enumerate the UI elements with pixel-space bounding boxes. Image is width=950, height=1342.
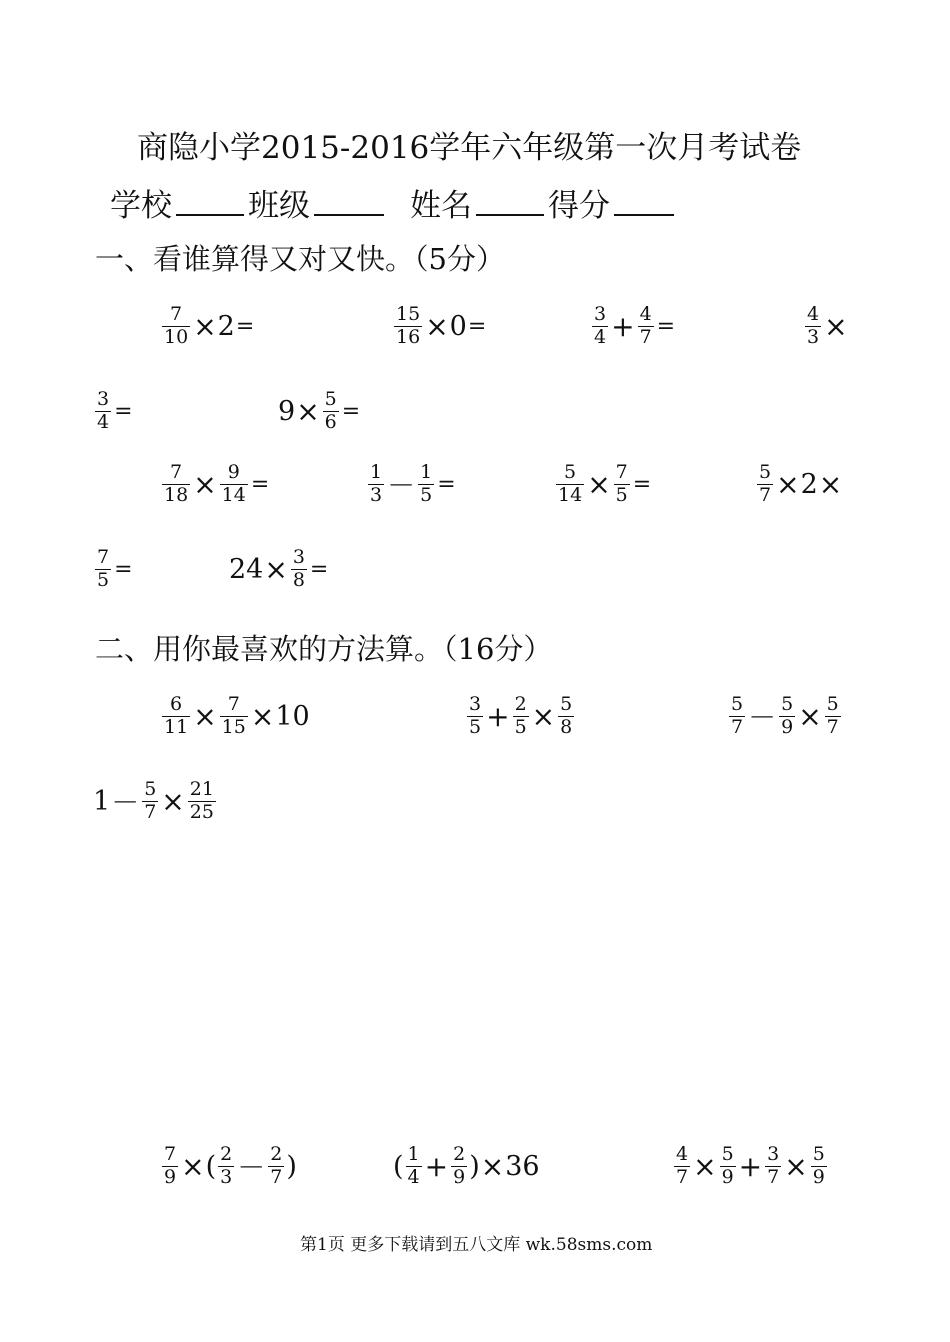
fraction — [162, 695, 190, 738]
page-title: 商隐小学2015-2016学年六年级第一次月考试卷 — [137, 130, 802, 166]
fraction — [779, 695, 795, 738]
numerator: 7 — [227, 693, 240, 715]
problem-1-5: 9 × $\frac{5}{6}$ = — [278, 388, 361, 433]
denominator: 4 — [97, 410, 110, 433]
equals-sign: = — [341, 398, 361, 424]
denominator: 4 — [594, 325, 607, 348]
problem-1-1: $\frac{7}{10}$ × 2 = — [164, 303, 255, 348]
school-blank — [176, 188, 244, 216]
denominator: 18 — [164, 483, 189, 506]
problem-1-6 — [160, 463, 269, 506]
fraction — [220, 463, 248, 506]
problem-1-8 — [554, 463, 651, 506]
equals-sign: = — [632, 471, 652, 497]
numerator: 2 — [220, 1143, 233, 1165]
name-label: 姓名 — [410, 188, 472, 224]
numerator: 5 — [812, 1143, 825, 1165]
denominator: 11 — [164, 715, 189, 738]
equals-sign: = — [114, 556, 133, 582]
operator: × — [193, 699, 217, 733]
denominator: 5 — [514, 715, 527, 738]
numerator: 5 — [721, 1143, 734, 1165]
denominator: 7 — [270, 1165, 283, 1188]
score-label: 得分 — [548, 188, 610, 224]
fraction — [188, 780, 216, 823]
fraction — [394, 305, 422, 348]
operator: － — [387, 469, 416, 503]
numerator: 7 — [170, 461, 183, 483]
denominator: 9 — [721, 1165, 734, 1188]
numerator: 5 — [759, 461, 772, 483]
fraction — [720, 1145, 736, 1188]
numerator: 7 — [170, 303, 183, 325]
denominator: 9 — [781, 715, 794, 738]
problem-1-9-continued — [93, 548, 133, 591]
problem-2-6: ( $\frac{1}{4}$ + $\frac{2}{9}$ ) × 36 — [393, 1143, 540, 1188]
problem-2-4: 1 － $\frac{5}{7}$ × $\frac{21}{25}$ — [93, 778, 214, 823]
denominator: 7 — [826, 715, 839, 738]
fraction — [592, 305, 608, 348]
operator: － — [237, 1151, 266, 1185]
operator: × — [161, 784, 185, 818]
numerator: 2 — [270, 1143, 283, 1165]
denominator: 9 — [164, 1165, 177, 1188]
operator: × — [480, 1149, 505, 1183]
operator: × — [784, 1149, 808, 1183]
equals-sign: = — [656, 313, 676, 339]
problem-2-2 — [465, 695, 576, 738]
operator: × — [818, 467, 843, 501]
operator: × — [193, 467, 217, 501]
numerator: 4 — [676, 1143, 689, 1165]
operator: × — [531, 699, 556, 733]
denominator: 16 — [396, 325, 421, 348]
numerator: 5 — [731, 693, 744, 715]
numerator: 3 — [292, 546, 305, 568]
fraction — [218, 1145, 234, 1188]
page-footer: 第1页 更多下载请到五八文库 wk.58sms.com — [300, 1235, 653, 1255]
denominator: 7 — [731, 715, 744, 738]
denominator: 4 — [407, 1165, 420, 1188]
fraction — [406, 1145, 422, 1188]
numerator: 1 — [407, 1143, 420, 1165]
denominator: 5 — [469, 715, 482, 738]
operator: － — [748, 701, 777, 735]
denominator: 3 — [220, 1165, 233, 1188]
name-blank — [476, 188, 544, 216]
equals-sign: = — [114, 398, 133, 424]
fraction — [220, 695, 248, 738]
school-label: 学校 — [110, 188, 172, 224]
equals-sign: = — [250, 471, 270, 497]
fraction — [757, 463, 773, 506]
fraction — [95, 548, 111, 591]
operator: × — [296, 394, 320, 428]
numerator: 15 — [396, 303, 421, 325]
operator: － — [111, 786, 140, 820]
denominator: 14 — [558, 483, 583, 506]
class-blank — [314, 188, 384, 216]
operator: × — [193, 309, 217, 343]
denominator: 10 — [164, 325, 189, 348]
operator: + — [424, 1149, 449, 1183]
operator: × — [776, 467, 800, 501]
fraction — [323, 390, 339, 433]
denominator: 5 — [97, 568, 110, 591]
fraction — [418, 463, 434, 506]
numerator: 4 — [639, 303, 652, 325]
fraction — [95, 390, 111, 433]
operator: + — [611, 309, 635, 343]
numerator: 21 — [189, 778, 214, 800]
fraction — [513, 695, 529, 738]
fraction — [638, 305, 654, 348]
problem-1-3 — [590, 305, 675, 348]
fraction — [556, 463, 584, 506]
numerator: 3 — [97, 388, 110, 410]
numerator: 4 — [807, 303, 820, 325]
fraction — [674, 1145, 690, 1188]
denominator: 9 — [453, 1165, 466, 1188]
fraction — [729, 695, 745, 738]
fraction — [368, 463, 384, 506]
student-info-line — [110, 180, 678, 225]
fraction — [142, 780, 158, 823]
fraction — [291, 548, 307, 591]
numerator: 3 — [469, 693, 482, 715]
numerator: 7 — [615, 461, 628, 483]
operator: + — [486, 699, 510, 733]
fraction — [558, 695, 574, 738]
fraction — [451, 1145, 467, 1188]
numerator: 7 — [97, 546, 110, 568]
numerator: 5 — [324, 388, 337, 410]
problem-1-4-continued — [93, 390, 133, 433]
equals-sign: = — [309, 556, 329, 582]
denominator: 9 — [812, 1165, 825, 1188]
fraction — [268, 1145, 284, 1188]
problem-2-3 — [727, 695, 843, 738]
operator: × — [693, 1149, 717, 1183]
fraction — [825, 695, 841, 738]
numerator: 1 — [370, 461, 383, 483]
operator: × — [824, 309, 848, 343]
fraction — [765, 1145, 781, 1188]
equals-sign: = — [437, 471, 456, 497]
numerator: 1 — [420, 461, 433, 483]
numerator: 6 — [170, 693, 183, 715]
problem-1-9: $\frac{5}{7}$ × 2 × — [759, 461, 843, 506]
denominator: 7 — [639, 325, 652, 348]
numerator: 7 — [164, 1143, 177, 1165]
problem-2-7 — [672, 1145, 829, 1188]
denominator: 6 — [324, 410, 337, 433]
numerator: 5 — [826, 693, 839, 715]
score-blank — [614, 188, 674, 216]
fraction — [467, 695, 483, 738]
problem-1-2: $\frac{15}{16}$ × 0 = — [396, 303, 487, 348]
equals-sign: = — [235, 313, 255, 339]
denominator: 25 — [189, 800, 214, 823]
numerator: 2 — [453, 1143, 466, 1165]
problem-1-7 — [366, 463, 456, 506]
denominator: 8 — [560, 715, 573, 738]
numerator: 3 — [767, 1143, 780, 1165]
operator: × — [181, 1149, 205, 1183]
operator: + — [738, 1149, 763, 1183]
operator: × — [798, 699, 822, 733]
fraction — [614, 463, 630, 506]
numerator: 5 — [144, 778, 157, 800]
fraction — [162, 1145, 178, 1188]
problem-1-4 — [803, 305, 849, 348]
problem-1-10: 24 × $\frac{3}{8}$ = — [229, 546, 329, 591]
numerator: 5 — [564, 461, 577, 483]
fraction — [162, 463, 190, 506]
equals-sign: = — [467, 313, 487, 339]
class-label: 班级 — [248, 188, 310, 224]
numerator: 2 — [514, 693, 527, 715]
operator: × — [264, 552, 288, 586]
denominator: 3 — [370, 483, 383, 506]
denominator: 15 — [221, 715, 246, 738]
operator: × — [250, 699, 275, 733]
denominator: 7 — [767, 1165, 780, 1188]
denominator: 14 — [221, 483, 246, 506]
denominator: 7 — [676, 1165, 689, 1188]
problem-2-1: $\frac{6}{11}$ × $\frac{7}{15}$ × 10 — [164, 693, 310, 738]
fraction — [811, 1145, 827, 1188]
denominator: 7 — [144, 800, 157, 823]
problem-2-5: $\frac{7}{9}$ × ( $\frac{2}{3}$ － $\frac{2}{7}$ ) — [164, 1143, 297, 1188]
numerator: 3 — [594, 303, 607, 325]
fraction — [162, 305, 190, 348]
numerator: 5 — [560, 693, 573, 715]
numerator: 9 — [227, 461, 240, 483]
section-2-heading: 二、用你最喜欢的方法算。（16分） — [95, 632, 553, 666]
fraction — [805, 305, 821, 348]
denominator: 3 — [807, 325, 820, 348]
operator: × — [425, 309, 449, 343]
operator: × — [587, 467, 611, 501]
numerator: 5 — [781, 693, 794, 715]
denominator: 7 — [759, 483, 772, 506]
denominator: 5 — [615, 483, 628, 506]
denominator: 8 — [292, 568, 305, 591]
denominator: 5 — [420, 483, 433, 506]
section-1-heading: 一、看谁算得又对又快。（5分） — [95, 242, 505, 276]
